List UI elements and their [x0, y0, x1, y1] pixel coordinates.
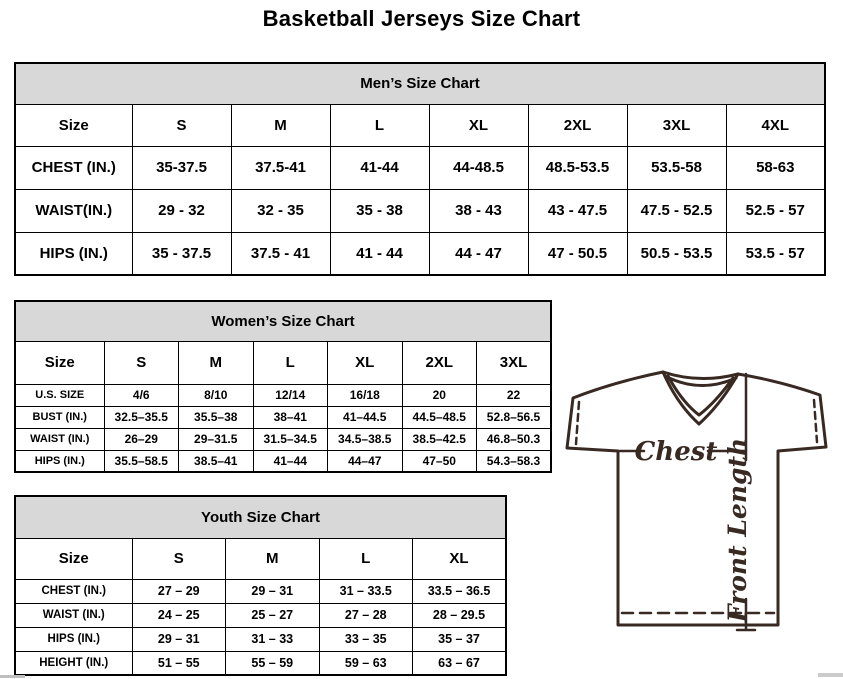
mens-column-header-xl: XL — [429, 104, 528, 146]
womens-value-cell: 22 — [477, 384, 552, 406]
youth-table-row — [15, 603, 506, 627]
jersey-measurement-diagram — [556, 362, 832, 654]
page-title: Basketball Jerseys Size Chart — [262, 6, 581, 31]
womens-value-cell: 26–29 — [104, 428, 179, 450]
womens-value-cell: 32.5–35.5 — [104, 406, 179, 428]
youth-table-row — [15, 627, 506, 651]
womens-table-row — [15, 384, 551, 406]
mens-header-row — [15, 104, 825, 146]
youth-header-row — [15, 538, 506, 579]
sleeve-cuff-dashed-line-left — [576, 402, 579, 444]
womens-value-cell: 34.5–38.5 — [328, 428, 403, 450]
womens-header-row — [15, 341, 551, 384]
womens-column-header-m: M — [179, 341, 254, 384]
womens-row-label: BUST (IN.) — [15, 406, 104, 428]
womens-table-row — [15, 450, 551, 472]
jersey-outline — [567, 372, 826, 630]
mens-value-cell: 41 - 44 — [330, 232, 429, 275]
mens-table-row — [15, 189, 825, 232]
mens-size-chart-table — [14, 62, 826, 276]
womens-value-cell: 52.8–56.5 — [477, 406, 552, 428]
mens-value-cell: 37.5-41 — [231, 146, 330, 189]
mens-size-header: Size — [15, 104, 132, 146]
womens-value-cell: 35.5–58.5 — [104, 450, 179, 472]
youth-value-cell: 33.5 – 36.5 — [413, 579, 507, 603]
mens-value-cell: 58-63 — [726, 146, 825, 189]
mens-value-cell: 35 - 37.5 — [132, 232, 231, 275]
mens-value-cell: 47 - 50.5 — [528, 232, 627, 275]
youth-value-cell: 27 – 28 — [319, 603, 413, 627]
womens-value-cell: 31.5–34.5 — [253, 428, 328, 450]
womens-value-cell: 38.5–42.5 — [402, 428, 477, 450]
mens-table-caption: Men’s Size Chart — [15, 63, 825, 104]
mens-value-cell: 47.5 - 52.5 — [627, 189, 726, 232]
youth-value-cell: 25 – 27 — [226, 603, 320, 627]
youth-value-cell: 27 – 29 — [132, 579, 226, 603]
womens-value-cell: 47–50 — [402, 450, 477, 472]
youth-value-cell: 33 – 35 — [319, 627, 413, 651]
chest-label: Chest — [634, 437, 718, 467]
youth-value-cell: 29 – 31 — [226, 579, 320, 603]
youth-row-label: HEIGHT (IN.) — [15, 651, 132, 675]
horizontal-scrollbar-fragment-right[interactable] — [818, 673, 843, 677]
womens-value-cell: 16/18 — [328, 384, 403, 406]
womens-value-cell: 4/6 — [104, 384, 179, 406]
womens-value-cell: 41–44.5 — [328, 406, 403, 428]
mens-value-cell: 48.5-53.5 — [528, 146, 627, 189]
mens-column-header-m: M — [231, 104, 330, 146]
mens-value-cell: 32 - 35 — [231, 189, 330, 232]
youth-column-header-l: L — [319, 538, 413, 579]
youth-row-label: HIPS (IN.) — [15, 627, 132, 651]
womens-column-header-3xl: 3XL — [477, 341, 552, 384]
womens-column-header-s: S — [104, 341, 179, 384]
youth-value-cell: 55 – 59 — [226, 651, 320, 675]
mens-value-cell: 52.5 - 57 — [726, 189, 825, 232]
womens-size-chart-table — [14, 300, 552, 473]
womens-value-cell: 38.5–41 — [179, 450, 254, 472]
youth-row-label: WAIST (IN.) — [15, 603, 132, 627]
mens-caption-row — [15, 63, 825, 104]
jersey-collar-outline — [663, 372, 738, 386]
womens-caption-row — [15, 301, 551, 341]
womens-column-header-2xl: 2XL — [402, 341, 477, 384]
womens-table-row — [15, 428, 551, 450]
womens-table-caption: Women’s Size Chart — [15, 301, 551, 341]
womens-column-header-l: L — [253, 341, 328, 384]
sleeve-cuff-dashed-line-right — [814, 400, 817, 442]
mens-row-label: CHEST (IN.) — [15, 146, 132, 189]
youth-value-cell: 59 – 63 — [319, 651, 413, 675]
youth-value-cell: 51 – 55 — [132, 651, 226, 675]
mens-value-cell: 44 - 47 — [429, 232, 528, 275]
mens-value-cell: 37.5 - 41 — [231, 232, 330, 275]
youth-column-header-xl: XL — [413, 538, 507, 579]
mens-table-row — [15, 146, 825, 189]
horizontal-scrollbar-fragment-left[interactable] — [0, 675, 25, 678]
womens-row-label: U.S. SIZE — [15, 384, 104, 406]
mens-column-header-4xl: 4XL — [726, 104, 825, 146]
youth-value-cell: 31 – 33 — [226, 627, 320, 651]
youth-column-header-s: S — [132, 538, 226, 579]
mens-value-cell: 50.5 - 53.5 — [627, 232, 726, 275]
mens-table-row — [15, 232, 825, 275]
womens-column-header-xl: XL — [328, 341, 403, 384]
mens-value-cell: 53.5-58 — [627, 146, 726, 189]
youth-value-cell: 31 – 33.5 — [319, 579, 413, 603]
womens-size-header: Size — [15, 341, 104, 384]
mens-value-cell: 35 - 38 — [330, 189, 429, 232]
womens-value-cell: 54.3–58.3 — [477, 450, 552, 472]
mens-value-cell: 38 - 43 — [429, 189, 528, 232]
youth-value-cell: 35 – 37 — [413, 627, 507, 651]
youth-table-row — [15, 651, 506, 675]
womens-value-cell: 41–44 — [253, 450, 328, 472]
youth-table-row — [15, 579, 506, 603]
youth-size-chart-table — [14, 495, 507, 676]
mens-value-cell: 41-44 — [330, 146, 429, 189]
mens-column-header-3xl: 3XL — [627, 104, 726, 146]
mens-column-header-s: S — [132, 104, 231, 146]
mens-column-header-2xl: 2XL — [528, 104, 627, 146]
youth-size-header: Size — [15, 538, 132, 579]
womens-row-label: WAIST (IN.) — [15, 428, 104, 450]
womens-value-cell: 35.5–38 — [179, 406, 254, 428]
youth-value-cell: 29 – 31 — [132, 627, 226, 651]
youth-value-cell: 63 – 67 — [413, 651, 507, 675]
youth-value-cell: 28 – 29.5 — [413, 603, 507, 627]
front-length-label: Front Length — [723, 437, 752, 623]
womens-value-cell: 44.5–48.5 — [402, 406, 477, 428]
womens-value-cell: 46.8–50.3 — [477, 428, 552, 450]
womens-row-label: HIPS (IN.) — [15, 450, 104, 472]
womens-value-cell: 20 — [402, 384, 477, 406]
mens-row-label: WAIST(IN.) — [15, 189, 132, 232]
womens-value-cell: 12/14 — [253, 384, 328, 406]
womens-value-cell: 8/10 — [179, 384, 254, 406]
mens-value-cell: 43 - 47.5 — [528, 189, 627, 232]
mens-column-header-l: L — [330, 104, 429, 146]
mens-value-cell: 53.5 - 57 — [726, 232, 825, 275]
mens-row-label: HIPS (IN.) — [15, 232, 132, 275]
womens-value-cell: 29–31.5 — [179, 428, 254, 450]
jersey-body-outline — [567, 372, 826, 625]
mens-value-cell: 29 - 32 — [132, 189, 231, 232]
youth-table-caption: Youth Size Chart — [15, 496, 506, 538]
youth-caption-row — [15, 496, 506, 538]
mens-value-cell: 35-37.5 — [132, 146, 231, 189]
womens-table-row — [15, 406, 551, 428]
womens-value-cell: 38–41 — [253, 406, 328, 428]
youth-value-cell: 24 – 25 — [132, 603, 226, 627]
youth-row-label: CHEST (IN.) — [15, 579, 132, 603]
youth-column-header-m: M — [226, 538, 320, 579]
womens-value-cell: 44–47 — [328, 450, 403, 472]
mens-value-cell: 44-48.5 — [429, 146, 528, 189]
